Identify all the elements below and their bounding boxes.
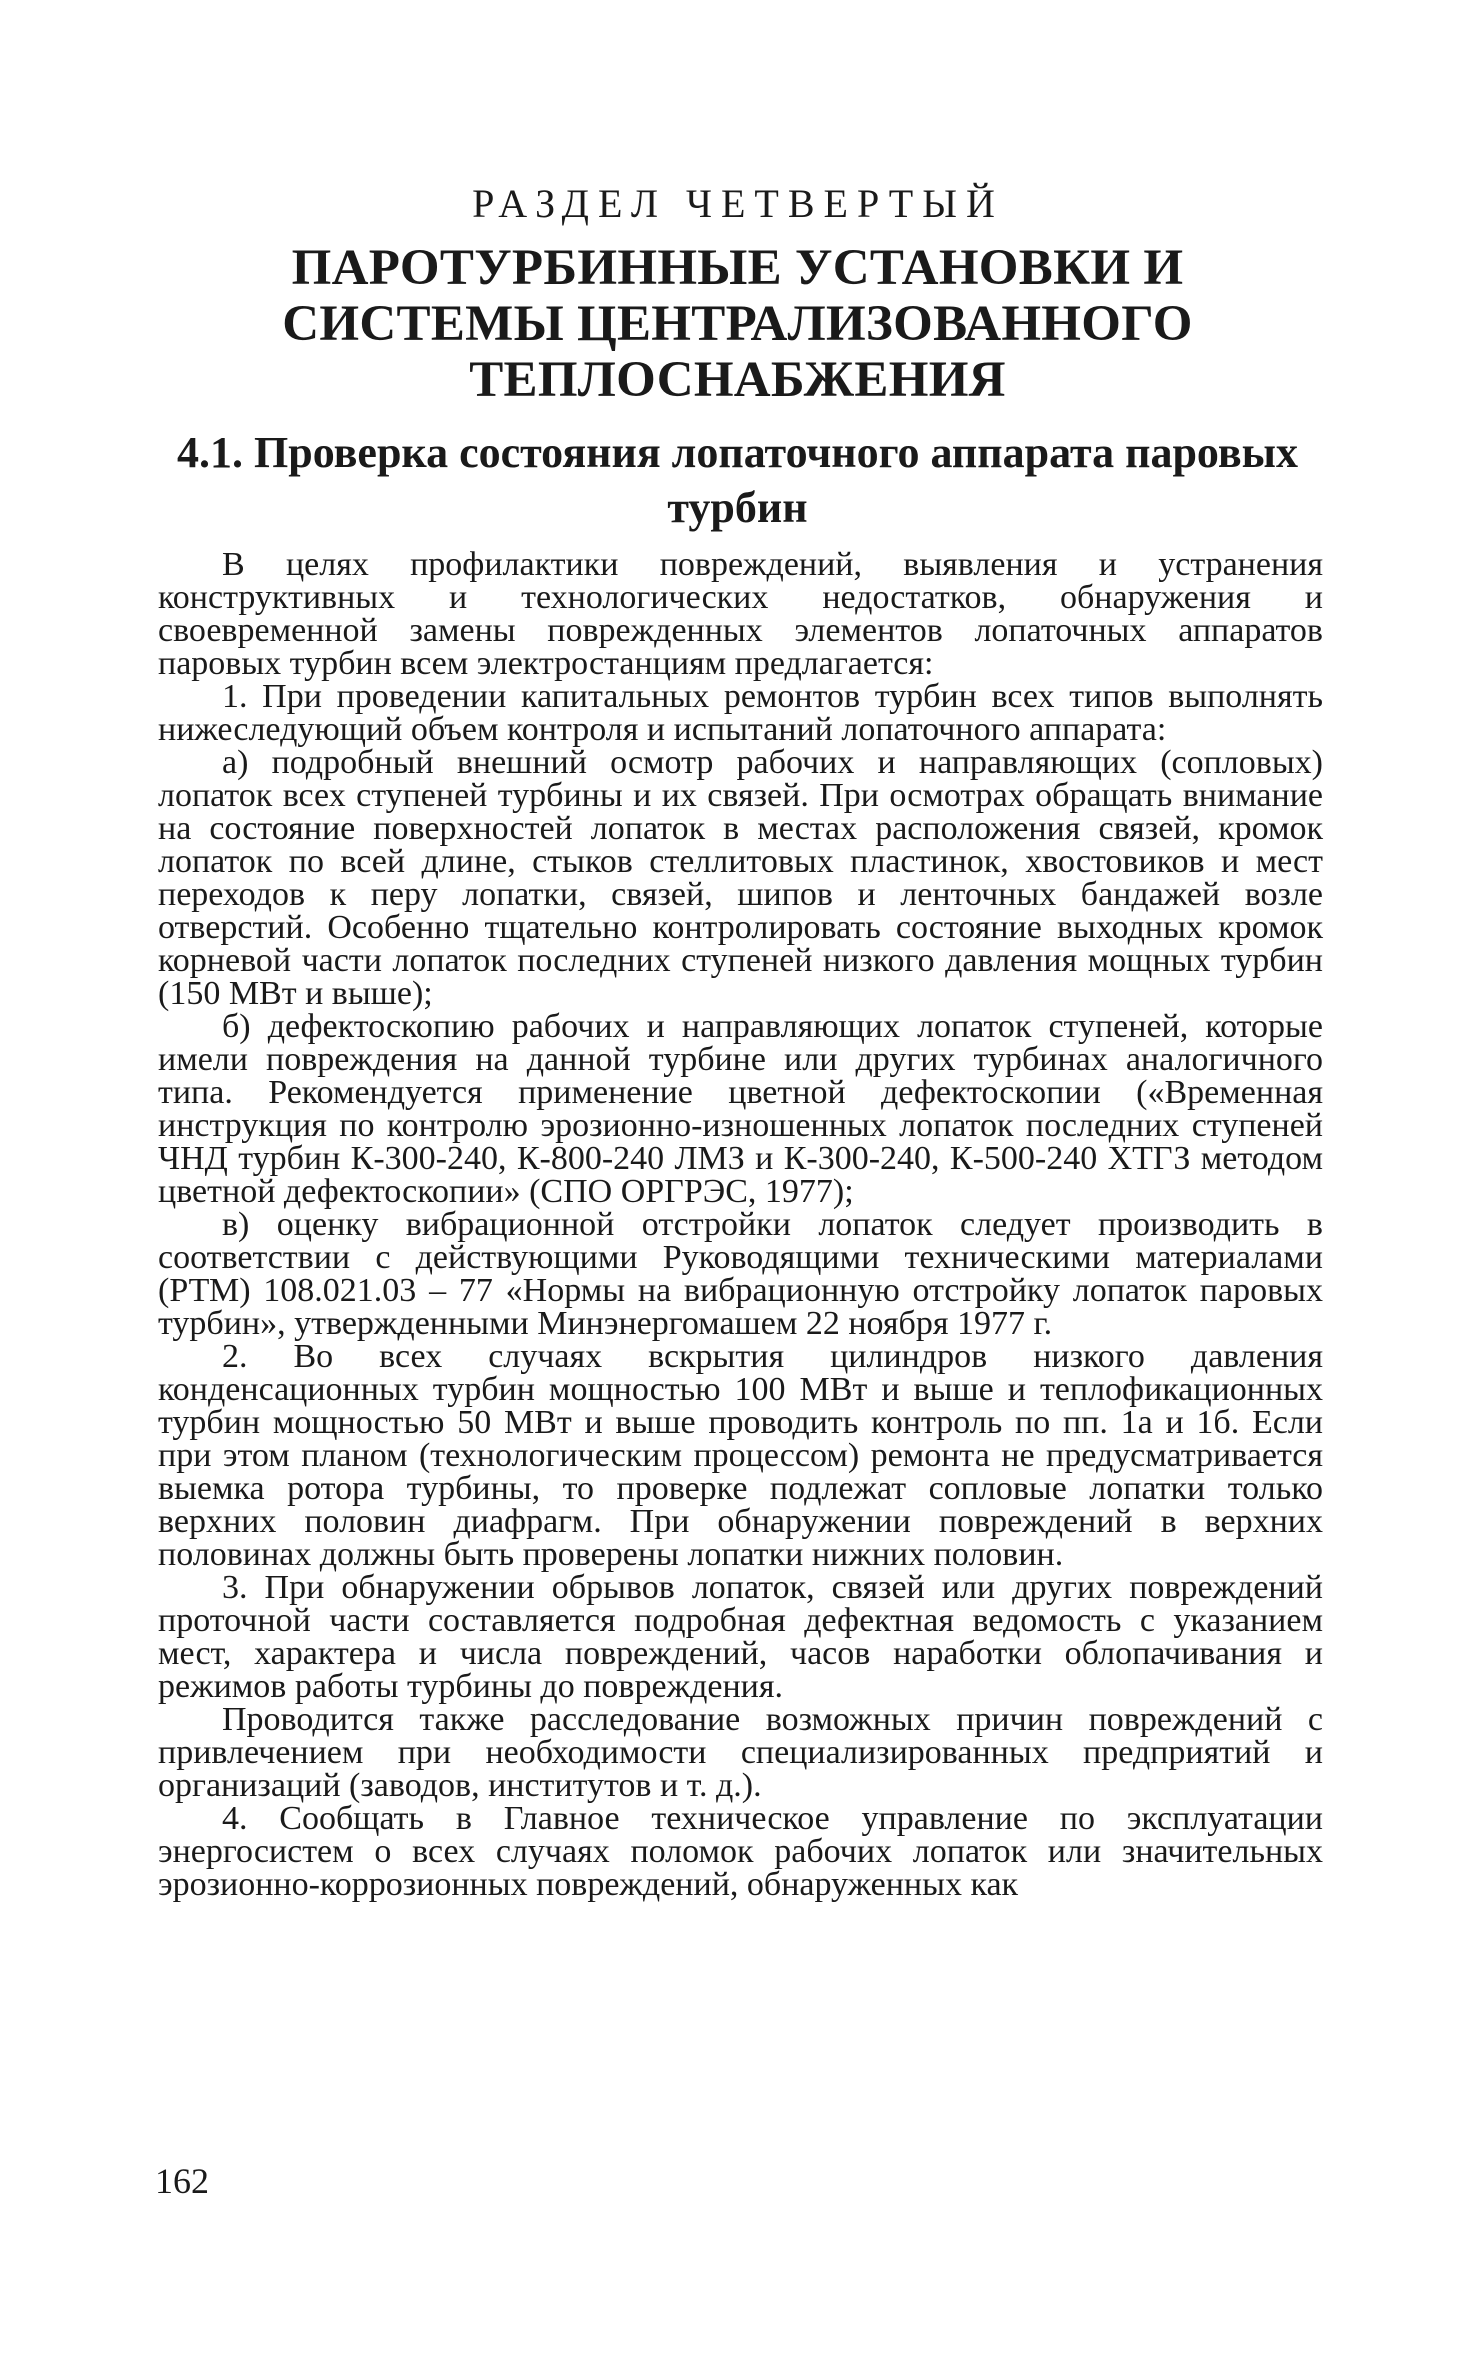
page-number: 162: [155, 2161, 209, 2201]
paragraph-item-1: 1. При проведении капитальных ремонтов турбин всех типов выполнять нижеследующий объем контроля и испытаний лопаточного аппарата:: [158, 678, 1323, 748]
paragraph-item-2: 2. Во всех случаях вскрытия цилиндров низкого давления конденсационных турбин мощностью 100 МВт и выше и теплофикационных турбин мощностью 50 МВт и выше проводить контроль по пп. 1а и 1б. Если при этом планом (технологическим процессом) ремонта не предусматривается выемка ротора турбины, то проверке подлежат сопловые лопатки только верхних половин диафрагм. При обнаружении повреждений в верхних половинах должны быть проверены лопатки нижних половин.: [158, 1338, 1323, 1573]
paragraph-investigation: Проводится также расследование возможных причин повреждений с привлечением при необходимости специализированных предприятий и организаций (заводов, институтов и т. д.).: [158, 1701, 1323, 1804]
paragraph-intro: В целях профилактики повреждений, выявления и устранения конструктивных и технологических недостатков, обнаружения и своевременной замены поврежденных элементов лопаточных аппаратов паровых турбин всем электростанциям предлагается:: [158, 546, 1323, 682]
body-text: [158, 548, 1323, 1901]
chapter-title: 4.1. Проверка состояния лопаточного аппарата паровых турбин: [177, 428, 1298, 532]
section-title: ПАРОТУРБИННЫЕ УСТАНОВКИ И СИСТЕМЫ ЦЕНТРАЛИЗОВАННОГО ТЕПЛОСНАБЖЕНИЯ: [282, 240, 1193, 408]
paragraph-item-1c: в) оценку вибрационной отстройки лопаток следует производить в соответствии с действующими Руководящими техническими материалами (РТМ) 108.021.03 – 77 «Нормы на вибрационную отстройку лопаток паровых турбин», утвержденными Минэнергомашем 22 ноября 1977 г.: [158, 1206, 1323, 1342]
paragraph-item-1a: а) подробный внешний осмотр рабочих и направляющих (сопловых) лопаток всех ступеней турбины и их связей. При осмотрах обращать внимание на состояние поверхностей лопаток в местах расположения связей, кромок лопаток по всей длине, стыков стеллитовых пластинок, хвостовиков и мест переходов к перу лопатки, связей, шипов и ленточных бандажей возле отверстий. Особенно тщательно контролировать состояние выходных кромок корневой части лопаток последних ступеней низкого давления мощных турбин (150 МВт и выше);: [158, 744, 1323, 1012]
section-label: РАЗДЕЛ ЧЕТВЕРТЫЙ: [472, 181, 1004, 226]
paragraph-item-1b: б) дефектоскопию рабочих и направляющих лопаток ступеней, которые имели повреждения на данной турбине или других турбинах аналогичного типа. Рекомендуется применение цветной дефектоскопии («Временная инструкция по контролю эрозионно-изношенных лопаток последних ступеней ЧНД турбин К-300-240, К-800-240 ЛМЗ и К-300-240, К-500-240 ХТГЗ методом цветной дефектоскопии» (СПО ОРГРЭС, 1977);: [158, 1008, 1323, 1210]
paragraph-item-4: 4. Сообщать в Главное техническое управление по эксплуатации энергосистем о всех случаях поломок рабочих лопаток или значительных эрозионно-коррозионных повреждений, обнаруженных как: [158, 1800, 1323, 1903]
paragraph-item-3: 3. При обнаружении обрывов лопаток, связей или других повреждений проточной части составляется подробная дефектная ведомость с указанием мест, характера и числа повреждений, часов наработки облопачивания и режимов работы турбины до повреждения.: [158, 1569, 1323, 1705]
